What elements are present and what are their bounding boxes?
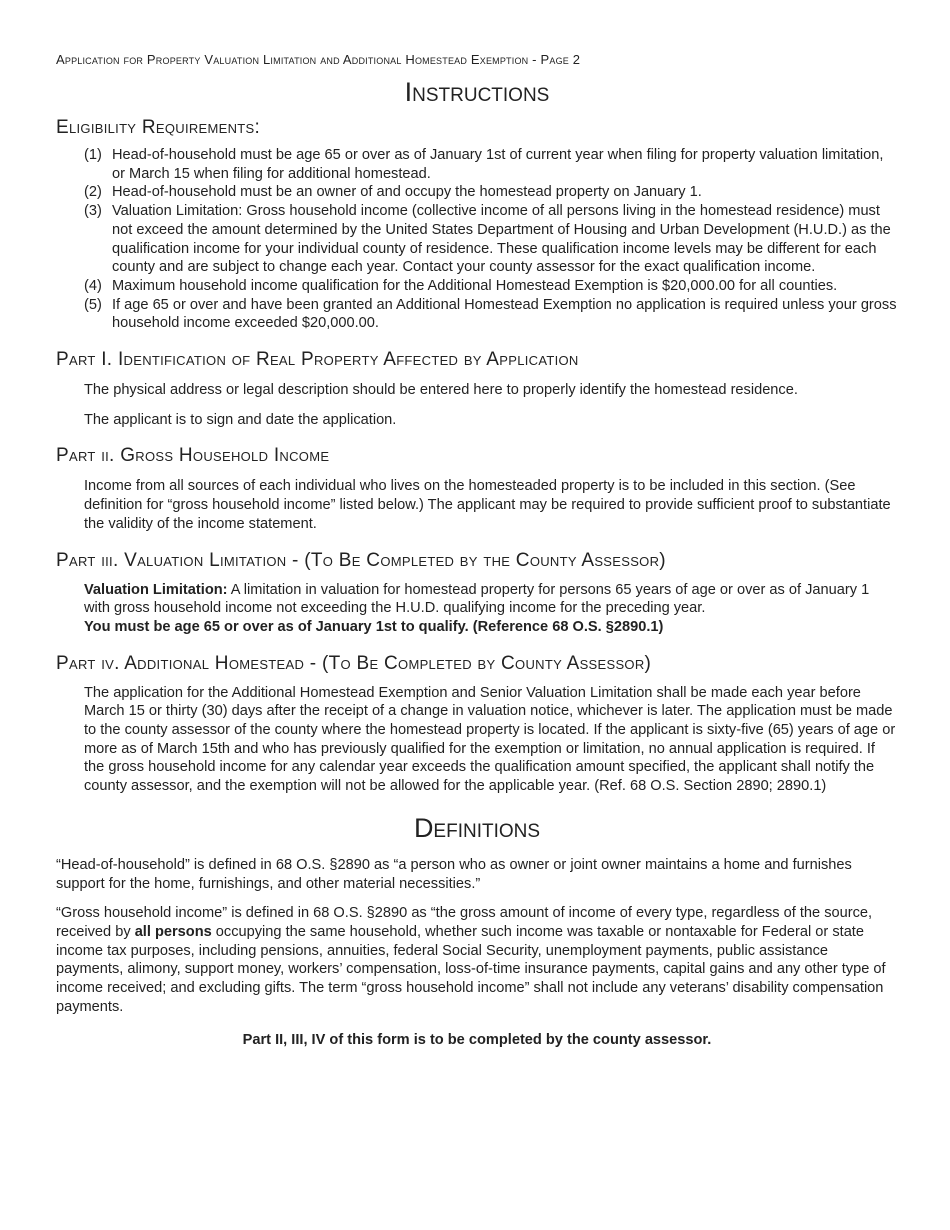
part1-heading: Part I. Identification of Real Property Affected by Application — [56, 349, 579, 371]
gross-income-text-end: occupying the same household, whether such income was taxable or nontaxable for Federal or state income tax purposes, including pensions, annuities, federal Social Security, unemployment payments, public assistance payments, alimony, support money, workers’ compensation, loss-of-time insurance payments, capital gains and any other type of income received; and excluding gifts. The term “gross household income” shall not include any veterans’ disability compensation payments. — [56, 923, 886, 1015]
gross-income-emphasis: all persons — [134, 923, 212, 940]
gross-income-text-start: “Gross household income” is defined in 68 O.S. §2890 as “the gross amount of income of every type, regardless of the source, received by — [56, 905, 873, 940]
item-number: (2) — [84, 184, 102, 201]
part3-bold-note — [56, 618, 898, 637]
list-item — [84, 146, 898, 183]
item-text: Valuation Limitation: Gross household income (collective income of all persons living in the homestead residence) must not exceed the amount determined by the United States Department of Housing and Urban Development (H.U.D.) as the qualification income for your individual county of residence. These qualification income levels may be different for each county and are subject to change each year. Contact your county assessor for the exact qualification income. — [112, 203, 891, 276]
document-page — [56, 52, 898, 1049]
part2-paragraph: Income from all sources of each individual who lives on the homesteaded property is to be included in this section. (See definition for “gross household income” listed below.) The applicant may be required to provide sufficient proof to substantiate the validity of the income statement. — [84, 478, 891, 532]
item-number: (1) — [84, 147, 102, 163]
item-text: Maximum household income qualification for the Additional Homestead Exemption is $20,000.00 for all counties. — [112, 277, 838, 294]
list-item — [84, 202, 898, 277]
item-text: If age 65 or over and have been granted an Additional Homestead Exemption no application is required unless your gross household income exceeded $20,000.00. — [112, 296, 897, 332]
list-item — [84, 277, 898, 296]
item-number: (5) — [84, 296, 102, 313]
valuation-limitation-text: A limitation in valuation for homestead property for persons 65 years of age or over as of January 1 with gross household income not exceeding the H.U.D. qualifying income for the preceding year. — [84, 581, 870, 617]
part4-paragraph: The application for the Additional Homestead Exemption and Senior Valuation Limitation shall be made each year before March 15 or thirty (30) days after the receipt of a change in valuation notice, whichever is later. The application must be made to the county assessor of the county where the homestead property is located. If the applicant is sixty-five (65) years of age or more as of March 15th and who has previously qualified for the exemption or limitation, no annual application is required. If the gross household income for any calendar year exceeds the qualification amount specified, the applicant shall notify the county assessor, and the exemption will not be allowed for the applicable year. (Ref. 68 O.S. Section 2890; 2890.1) — [84, 684, 896, 795]
eligibility-list — [56, 146, 898, 333]
definition-gross-household-income — [56, 904, 898, 1016]
part1-paragraph-1: The physical address or legal description should be entered here to properly identify the homestead residence. — [84, 382, 798, 399]
valuation-limitation-label: Valuation Limitation: — [84, 581, 228, 598]
definitions-title: Definitions — [413, 812, 541, 843]
instructions-title: Instructions — [404, 77, 550, 107]
item-text: Head-of-household must be age 65 or over as of January 1st of current year when filing for property valuation limitation, or March 15 when filing for additional homestead. — [112, 147, 884, 182]
item-number: (4) — [84, 277, 102, 294]
assessor-note: Part II, III, IV of this form is to be completed by the county assessor. — [242, 1031, 712, 1048]
list-item — [84, 183, 898, 202]
definition-head-of-household: “Head-of-household” is defined in 68 O.S. §2890 as “a person who as owner or joint owner maintains a home and furnishes support for the home, furnishings, and other material necessities.” — [56, 856, 852, 892]
part3-heading: Part iii. Valuation Limitation - (To Be Completed by the County Assessor) — [56, 549, 666, 571]
item-number: (3) — [84, 203, 102, 220]
age-requirement-note: You must be age 65 or over as of January 1st to qualify. (Reference 68 O.S. §2890.1) — [84, 618, 664, 635]
eligibility-heading: Eligibility Requirements: — [56, 117, 261, 138]
part4-heading: Part iv. Additional Homestead - (To Be Completed by County Assessor) — [56, 652, 652, 674]
footer-note — [56, 1031, 898, 1050]
part1-paragraph-2: The applicant is to sign and date the application. — [84, 411, 397, 428]
running-header: Application for Property Valuation Limitation and Additional Homestead Exemption - Page 2 — [56, 52, 581, 67]
list-item — [84, 296, 898, 333]
part3-paragraph — [56, 581, 898, 618]
part2-heading: Part ii. Gross Household Income — [56, 445, 330, 467]
item-text: Head-of-household must be an owner of and occupy the homestead property on January 1. — [112, 184, 702, 201]
